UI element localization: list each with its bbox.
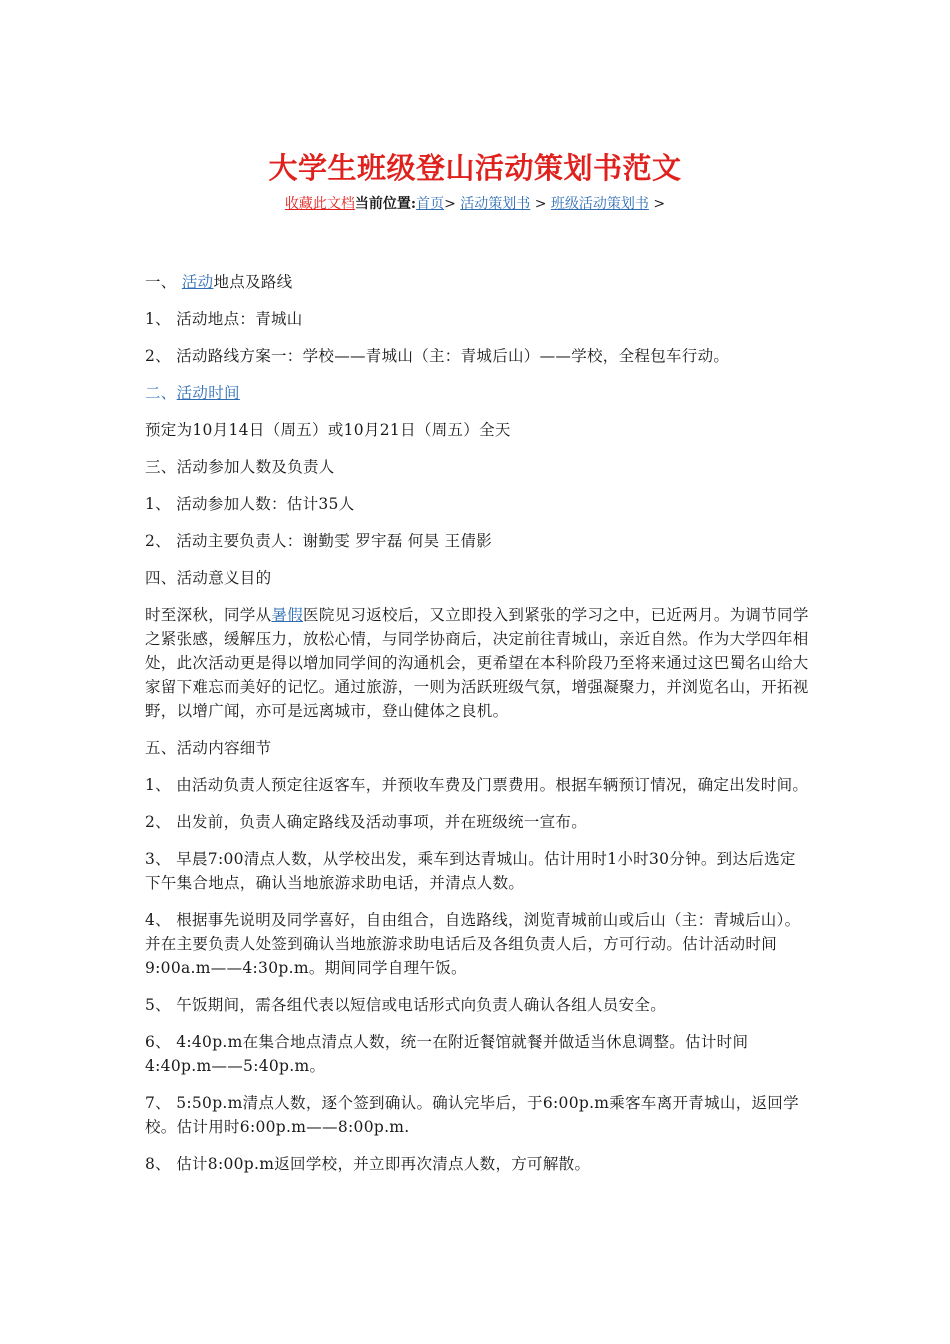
list-item: 7、 5:50p.m清点人数，逐个签到确认。确认完毕后，于6:00p.m乘客车离开青城山，返回学校。估计用时6:00p.m——8:00p.m. bbox=[145, 1094, 799, 1136]
breadcrumb-level2-link[interactable]: 班级活动策划书 bbox=[550, 196, 649, 212]
list-item: 4、 根据事先说明及同学喜好，自由组合，自选路线，浏览青城前山或后山（主：青城后山）。并在主要负责人处签到确认当地旅游求助电话后及各组负责人后，方可行动。估计活动时间9:00a.m——4:30p.m。期间同学自理午饭。 bbox=[145, 911, 801, 977]
section-heading-time bbox=[145, 381, 810, 405]
list-item: 1、 活动地点：青城山 bbox=[145, 310, 303, 328]
section-number: 二、 bbox=[145, 384, 177, 402]
section-heading-location bbox=[145, 270, 810, 294]
section-number: 一、 bbox=[145, 273, 182, 291]
section-heading: 四、活动意义目的 bbox=[145, 569, 272, 587]
section-heading-text: 地点及路线 bbox=[213, 273, 293, 291]
paragraph-text: 医院见习返校后，又立即投入到紧张的学习之中，已近两月。为调节同学之紧张感，缓解压力，放松心情，与同学协商后，决定前往青城山，亲近自然。作为大学四年相处，此次活动更是得以增加同学间的沟通机会，更希望在本科阶段乃至将来通过这巴蜀名山给大家留下难忘而美好的记忆。通过旅游，一则为活跃班级气氛，增强凝聚力，并浏览名山，开拓视野，以增广闻，亦可是远离城市，登山健体之良机。 bbox=[145, 606, 809, 720]
breadcrumb-separator: > bbox=[530, 196, 551, 212]
breadcrumb bbox=[0, 193, 950, 213]
list-item: 2、 出发前，负责人确定路线及活动事项，并在班级统一宣布。 bbox=[145, 813, 587, 831]
paragraph bbox=[145, 603, 810, 723]
list-item: 1、 由活动负责人预定往返客车，并预收车费及门票费用。根据车辆预订情况，确定出发时间。 bbox=[145, 776, 809, 794]
list-item: 6、 4:40p.m在集合地点清点人数，统一在附近餐馆就餐并做适当休息调整。估计时间4:40p.m——5:40p.m。 bbox=[145, 1033, 749, 1075]
paragraph: 预定为10月14日（周五）或10月21日（周五）全天 bbox=[145, 421, 511, 439]
page-title: 大学生班级登山活动策划书范文 bbox=[268, 151, 682, 185]
list-item: 3、 早晨7:00清点人数，从学校出发，乘车到达青城山。估计用时1小时30分钟。到达后选定下午集合地点，确认当地旅游求助电话，并清点人数。 bbox=[145, 850, 796, 892]
list-item: 8、 估计8:00p.m返回学校，并立即再次清点人数，方可解散。 bbox=[145, 1155, 591, 1173]
list-item: 2、 活动路线方案一：学校——青城山（主：青城后山）——学校，全程包车行动。 bbox=[145, 347, 730, 365]
list-item: 1、 活动参加人数：估计35人 bbox=[145, 495, 355, 513]
paragraph-text: 时至深秋，同学从 bbox=[145, 606, 272, 624]
section-heading: 三、活动参加人数及负责人 bbox=[145, 458, 335, 476]
breadcrumb-home-link[interactable]: 首页 bbox=[416, 196, 445, 212]
breadcrumb-level1-link[interactable]: 活动策划书 bbox=[460, 196, 531, 212]
list-item: 5、 午饭期间，需各组代表以短信或电话形式向负责人确认各组人员安全。 bbox=[145, 996, 666, 1014]
breadcrumb-separator: > bbox=[444, 196, 461, 212]
activity-link[interactable]: 活动 bbox=[181, 273, 214, 291]
breadcrumb-separator: > bbox=[648, 196, 666, 212]
summer-vacation-link[interactable]: 暑假 bbox=[271, 606, 304, 624]
breadcrumb-label: 当前位置: bbox=[354, 196, 417, 212]
favorite-document-link[interactable]: 收藏此文档 bbox=[284, 196, 355, 212]
section-heading: 五、活动内容细节 bbox=[145, 739, 272, 757]
document-body bbox=[145, 270, 810, 1189]
list-item: 2、 活动主要负责人：谢勤雯 罗宇磊 何昊 王倩影 bbox=[145, 532, 493, 550]
activity-time-link[interactable]: 活动时间 bbox=[176, 384, 240, 402]
